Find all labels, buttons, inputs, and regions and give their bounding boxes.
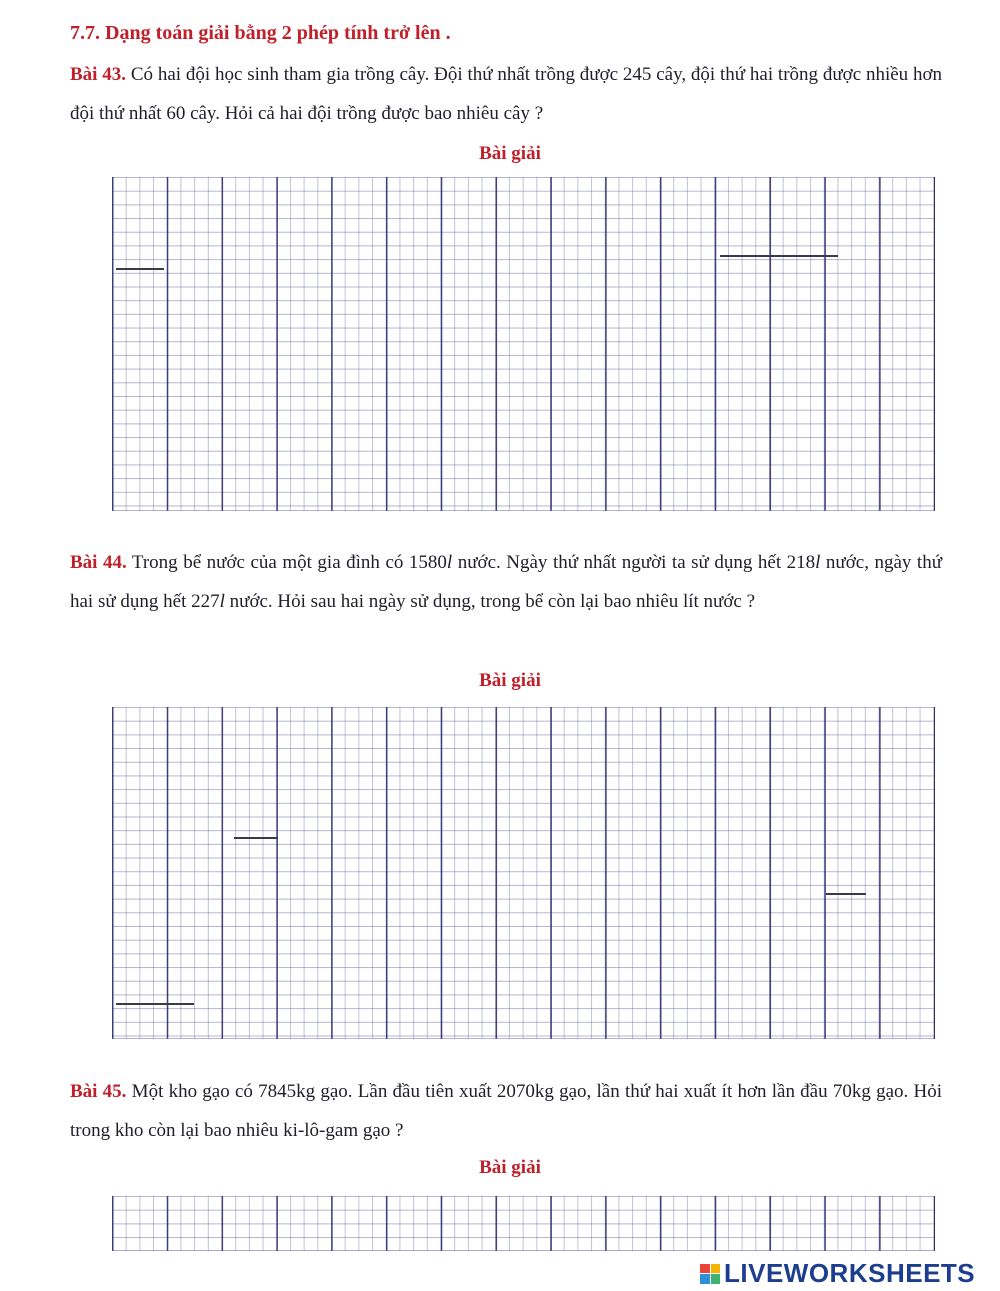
pencil-mark	[234, 837, 278, 839]
pencil-mark	[720, 255, 838, 257]
problem-text: Có hai đội học sinh tham gia trồng cây. Đội thứ nhất trồng được 245 cây, đội thứ hai trồng được nhiều hơn đội thứ nhất 60 cây. Hỏi cả hai đội trồng được bao nhiêu cây ?	[70, 64, 943, 124]
pencil-mark	[116, 1003, 194, 1005]
problem-43	[70, 55, 942, 133]
answer-grid-44[interactable]	[112, 707, 935, 1039]
answer-grid-45[interactable]	[112, 1196, 935, 1251]
unit-liter: l	[446, 552, 453, 573]
problem-label: Bài 44.	[70, 552, 127, 573]
problem-44	[70, 543, 942, 621]
unit-liter: l	[219, 591, 225, 612]
pencil-mark	[826, 893, 866, 895]
problem-text: Trong bể nước của một gia đình có 1580	[131, 552, 447, 573]
section-title: 7.7. Dạng toán giải bằng 2 phép tính trở lên .	[70, 22, 451, 44]
problem-text: nước. Ngày thứ nhất người ta sử dụng hết 218	[452, 552, 816, 573]
problem-45	[70, 1072, 942, 1150]
problem-text: nước, ngày thứ hai sử dụng hết 227	[70, 552, 943, 612]
problem-label: Bài 45.	[70, 1081, 127, 1102]
pencil-mark	[116, 268, 164, 270]
solution-heading: Bài giải	[479, 143, 541, 164]
unit-liter: l	[815, 552, 821, 573]
solution-heading: Bài giải	[479, 1157, 541, 1178]
problem-text: nước. Hỏi sau hai ngày sử dụng, trong bể còn lại bao nhiêu lít nước ?	[224, 591, 756, 612]
liveworksheets-logo	[700, 1258, 975, 1289]
solution-heading: Bài giải	[479, 670, 541, 691]
problem-label: Bài 43.	[70, 64, 127, 85]
logo-text: LIVEWORKSHEETS	[724, 1258, 976, 1288]
logo-icon	[700, 1264, 720, 1284]
answer-grid-43[interactable]	[112, 177, 935, 511]
problem-text: Một kho gạo có 7845kg gạo. Lần đầu tiên xuất 2070kg gạo, lần thứ hai xuất ít hơn lần đầu 70kg gạo. Hỏi trong kho còn lại bao nhiêu ki-lô-gam gạo ?	[70, 1081, 942, 1141]
